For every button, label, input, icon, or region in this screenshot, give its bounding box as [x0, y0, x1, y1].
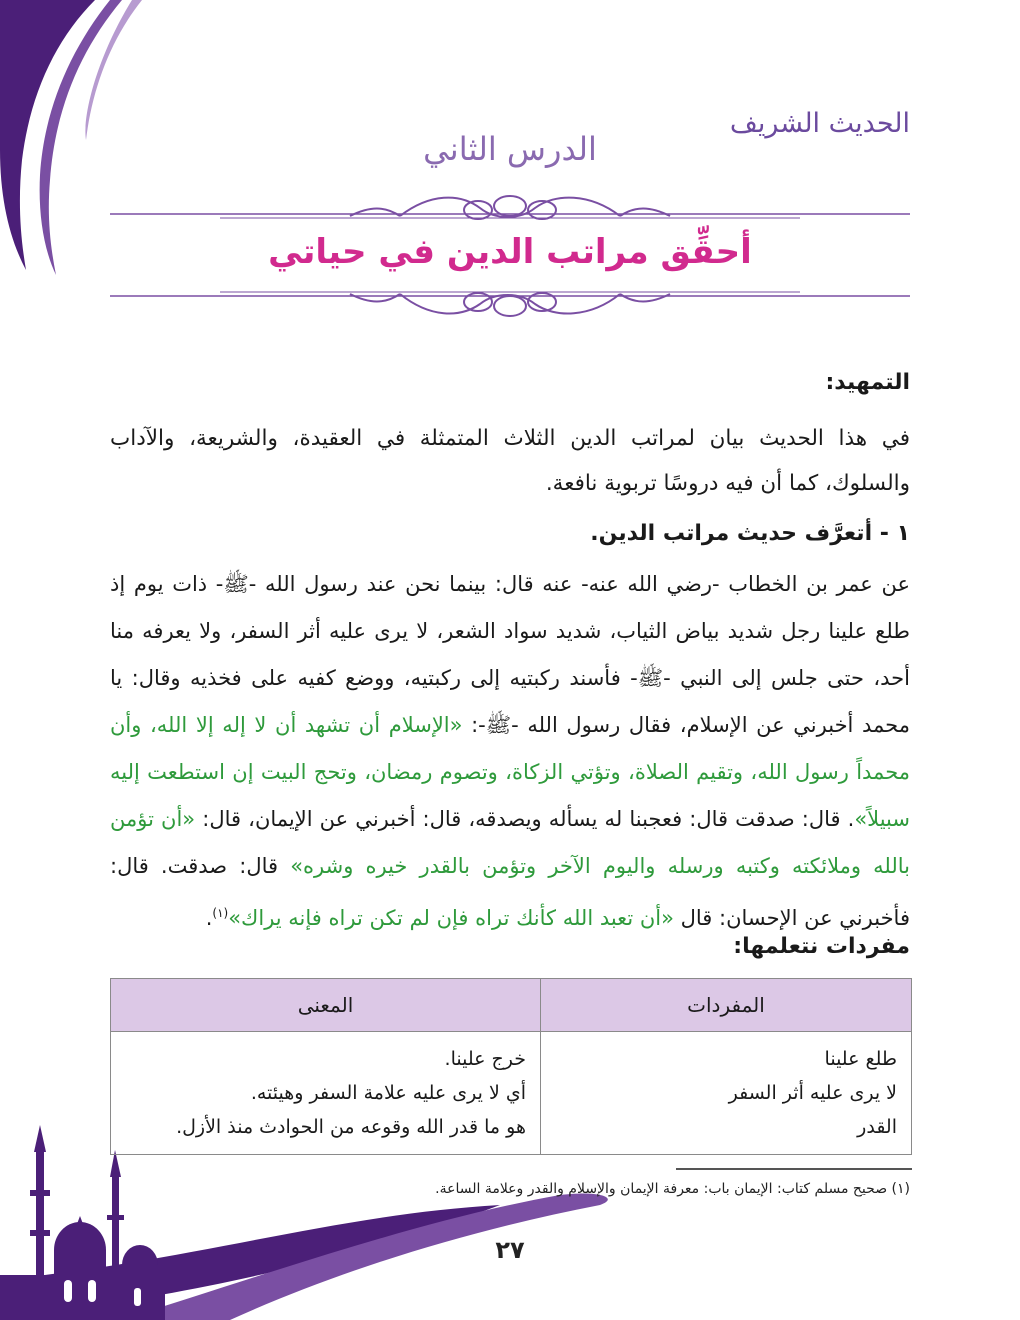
meanings-cell — [111, 1032, 541, 1155]
lesson-number: الدرس الثاني — [423, 130, 597, 168]
hadith-end: . — [205, 906, 213, 930]
vocab-meaning: هو ما قدر الله وقوعه من الحوادث منذ الأزل. — [176, 1116, 526, 1138]
table-row — [111, 1032, 912, 1155]
words-cell — [541, 1032, 912, 1155]
lesson-title: أحقِّق مراتب الدين في حياتي — [268, 232, 752, 272]
vocab-word: القدر — [857, 1116, 897, 1138]
hadith-text: عن عمر بن الخطاب -رضي الله عنه- عنه قال: بينما نحن عند رسول الله -ﷺ- ذات يوم إذ طلع علينا رجل شديد بياض الثياب، شديد سواد الشعر، لا يرى عليه أثر السفر، ولا يعرفه منا أحد، حتى جلس إلى النبي -ﷺ- فأسند ركبتيه إلى ركبتيه، ووضع كفيه على فخذيه وقال: يا محمد أخبرني عن الإسلام، فقال رسول الله -ﷺ-: — [110, 572, 910, 737]
column-header-words: المفردات — [541, 979, 912, 1032]
footnote: (١) صحيح مسلم كتاب: الإيمان باب: معرفة الإيمان والإسلام والقدر وعلامة الساعة. — [435, 1181, 910, 1197]
hadith-text: قال: صدقت. قال: فأخبرني عن الإحسان: قال — [110, 854, 910, 930]
intro-paragraph: في هذا الحديث بيان لمراتب الدين الثلاث المتمثلة في العقيدة، والشريعة، والآداب والسلوك، كما أن فيه دروسًا تربوية نافعة. — [110, 426, 910, 496]
vocab-meaning: أي لا يرى عليه علامة السفر وهيئته. — [250, 1082, 526, 1104]
vocab-meaning: خرج علينا. — [444, 1048, 526, 1070]
ornament-divider-top — [100, 188, 920, 232]
hadith-text: . قال: صدقت قال: فعجبنا له يسأله ويصدقه، قال: أخبرني عن الإيمان، قال: — [202, 807, 855, 831]
intro-heading: التمهيد: — [825, 370, 910, 395]
ornament-divider-bottom — [100, 278, 920, 324]
hadith-quote-ihsan: «أن تعبد الله كأنك تراه فإن لم تكن تراه فإنه يراك» — [228, 906, 674, 930]
vocabulary-table — [110, 978, 912, 1155]
footnote-divider — [676, 1168, 912, 1170]
hadith-paragraph — [110, 561, 910, 942]
hadith-quote-islam: «الإسلام أن تشهد أن لا إله إلا الله، وأن محمداً رسول الله، وتقيم الصلاة، وتؤتي الزكاة، وتصوم رمضان، وتحج البيت إن استطعت إليه سبيلاً» — [110, 713, 910, 831]
vocabulary-heading: مفردات نتعلمها: — [733, 934, 910, 959]
page-number: ٢٧ — [495, 1236, 525, 1264]
section-heading: ١ - أتعرَّف حديث مراتب الدين. — [590, 521, 910, 546]
hadith-quote-iman: «أن تؤمن بالله وملائكته وكتبه ورسله واليوم الآخر وتؤمن بالقدر خيره وشره» — [110, 807, 910, 878]
table-header-row — [111, 979, 912, 1032]
vocab-word: طلع علينا — [824, 1048, 897, 1070]
footnote-marker: (١) — [212, 906, 229, 920]
subject-title: الحديث الشريف — [729, 108, 910, 139]
column-header-meaning: المعنى — [111, 979, 541, 1032]
vocab-word: لا يرى عليه أثر السفر — [728, 1082, 897, 1104]
